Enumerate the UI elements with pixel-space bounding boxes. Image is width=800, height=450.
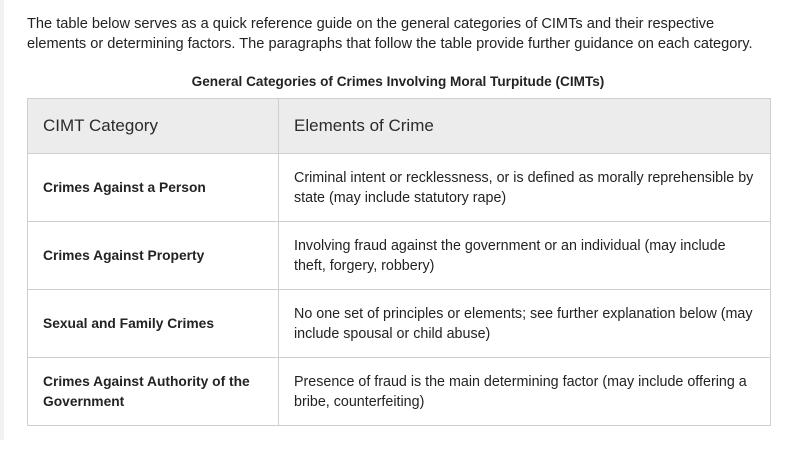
table-row	[28, 358, 771, 426]
table-header	[28, 99, 771, 154]
row-elements-cell: No one set of principles or elements; see further explanation below (may include spousal or child abuse)	[279, 290, 771, 358]
row-category-cell: Sexual and Family Crimes	[28, 290, 279, 358]
row-category-cell: Crimes Against Property	[28, 222, 279, 290]
table-row	[28, 154, 771, 222]
header-cimt-category: CIMT Category	[28, 99, 279, 154]
left-rail-divider	[0, 0, 4, 440]
cimt-table	[27, 98, 771, 426]
table-caption: General Categories of Crimes Involving Moral Turpitude (CIMTs)	[191, 74, 605, 89]
row-elements-cell: Involving fraud against the government or an individual (may include theft, forgery, robbery)	[279, 222, 771, 290]
row-elements-cell: Criminal intent or recklessness, or is defined as morally reprehensible by state (may include statutory rape)	[279, 154, 771, 222]
header-elements-of-crime: Elements of Crime	[279, 99, 771, 154]
table-body	[28, 154, 771, 426]
intro-paragraph: The table below serves as a quick reference guide on the general categories of CIMTs and their respective elements or determining factors. The paragraphs that follow the table provide further guidance on each category.	[27, 16, 753, 52]
table-row	[28, 222, 771, 290]
row-elements-cell: Presence of fraud is the main determining factor (may include offering a bribe, counterfeiting)	[279, 358, 771, 426]
table-row	[28, 290, 771, 358]
row-category-cell: Crimes Against Authority of the Government	[28, 358, 279, 426]
row-category-cell: Crimes Against a Person	[28, 154, 279, 222]
table-header-row	[28, 99, 771, 154]
